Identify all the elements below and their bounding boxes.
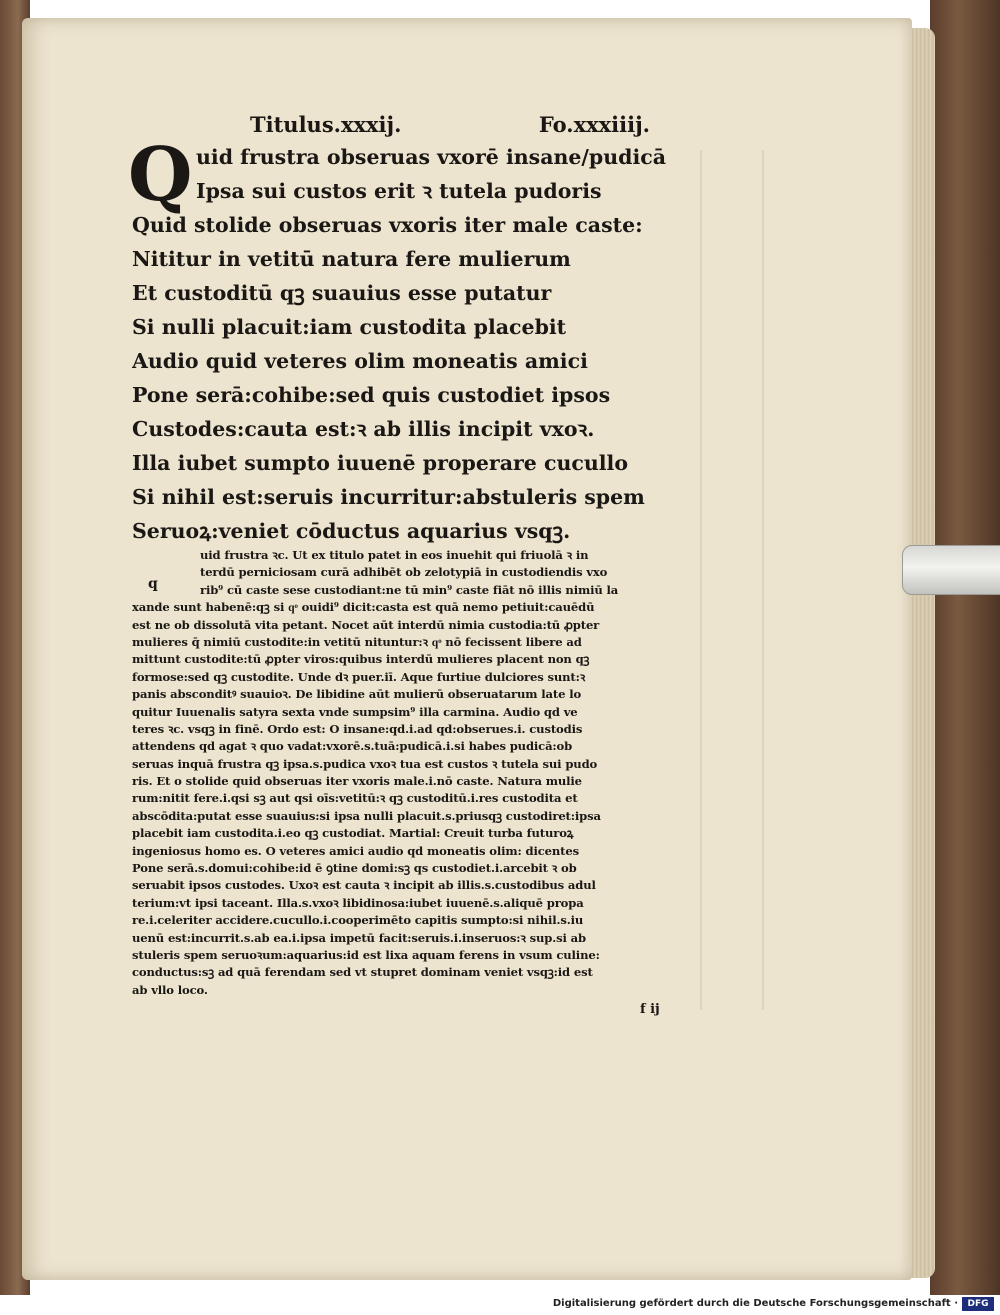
show-through-ornament bbox=[700, 150, 764, 1010]
commentary-line: mittunt custodite:tū ꝓpter viros:quibus interdū mulieres placent non qꝫ bbox=[132, 652, 590, 667]
commentary-line: rib⁹ cū caste sese custodiant:ne tū min⁹ caste fiāt nō illis nimiū la bbox=[200, 582, 619, 597]
verse-line: Si nulli placuit:iam custodita placebit bbox=[132, 315, 567, 339]
verse-line: Custodes:cauta est:ꝛ ab illis incipit vxoꝛ. bbox=[132, 417, 595, 441]
commentary-text bbox=[132, 547, 707, 999]
commentary-line: quitur Iuuenalis satyra sexta vnde sumpsim⁹ illa carmina. Audio qd ve bbox=[132, 704, 578, 719]
commentary-line: uid frustra ꝛc. Ut ex titulo patet in eos inuehit qui friuolā ꝛ in bbox=[200, 548, 589, 562]
book-cover-right bbox=[930, 0, 1000, 1295]
commentary-line: stuleris spem seruoꝛum:aquarius:id est lixa aquam ferens in vsum culine: bbox=[132, 947, 600, 962]
commentary-line: seruas inquā frustra qꝫ ipsa.s.pudica vxoꝛ tua est custos ꝛ tutela sui pudo bbox=[132, 756, 598, 771]
dfg-logo: DFG bbox=[962, 1297, 994, 1311]
commentary-line: est ne ob dissolutā vita petant. Nocet aūt interdū nimia custodia:tū ꝓpter bbox=[132, 617, 600, 632]
verse-text bbox=[132, 140, 672, 548]
page-clip bbox=[902, 545, 1000, 595]
signature-mark: f ij bbox=[640, 1002, 660, 1017]
commentary-initial: q bbox=[148, 576, 158, 592]
verse-line: Et custoditū qꝫ suauius esse putatur bbox=[132, 281, 552, 305]
commentary-line: formose:sed qꝫ custodite. Unde dꝛ puer.iī. Aque furtiue dulciores sunt:ꝛ bbox=[132, 669, 586, 684]
commentary-line: mulieres q̄ nimiū custodite:in vetitū nituntur:ꝛ qͦ nō fecissent libere ad bbox=[132, 634, 582, 649]
verse-line: Pone serā:cohibe:sed quis custodiet ipsos bbox=[132, 383, 611, 407]
verse-line: Quid stolide obseruas vxoris iter male caste: bbox=[132, 213, 643, 237]
verse-line: Si nihil est:seruis incurritur:abstuleris spem bbox=[132, 485, 645, 509]
commentary-line: seruabit ipsos custodes. Uxoꝛ est cauta ꝛ incipit ab illis.s.custodibus adul bbox=[132, 878, 596, 893]
verse-line: Seruoꝝ:veniet cōductus aquarius vsqꝫ. bbox=[132, 519, 571, 543]
commentary-line: teres ꝛc. vsqꝫ in finē. Ordo est: O insane:qd.i.ad qd:obserues.i. custodis bbox=[132, 721, 583, 736]
verse-line: uid frustra obseruas vxorē insane/pudicā bbox=[196, 145, 667, 169]
verse-line: Nititur in vetitū natura fere mulierum bbox=[132, 247, 571, 271]
commentary-line: terdū perniciosam curā adhibēt ob zelotypiā in custodiendis vxo bbox=[200, 565, 608, 580]
commentary-line: abscōdita:putat esse suauius:si ipsa nulli placuit.s.priusqꝫ custodiret:ipsa bbox=[132, 808, 601, 823]
folio-number: Fo.xxxiiij. bbox=[538, 112, 650, 137]
commentary-line: terium:vt ipsi taceant. Illa.s.vxoꝛ libidinosa:iubet iuuenē.s.aliquē propa bbox=[132, 895, 584, 910]
verse-line: Ipsa sui custos erit ꝛ tutela pudoris bbox=[196, 179, 602, 203]
commentary-line: panis absconditꝰ suauioꝛ. De libidine aūt mulierū obseruatarum late lo bbox=[132, 687, 582, 702]
commentary-line: xande sunt habenē:qꝫ si qͦ ouidi⁹ dicit:casta est quā nemo petiuit:cauēdū bbox=[132, 600, 595, 615]
verse-line: Audio quid veteres olim moneatis amici bbox=[132, 349, 588, 373]
commentary-line: ab vllo loco. bbox=[132, 982, 208, 997]
funding-notice: Digitalisierung gefördert durch die Deutsche Forschungsgemeinschaft · bbox=[552, 1298, 958, 1309]
commentary-line: rum:nitit fere.i.qsi sꝫ aut qsi oīs:vetitū:ꝛ qꝫ custoditū.i.res custodita et bbox=[132, 791, 578, 806]
verse-line: Illa iubet sumpto iuuenē properare cucullo bbox=[132, 451, 629, 475]
commentary-line: Pone serā.s.domui:cohibe:id ē ꝯtine domi:sꝫ qs custodiet.i.arcebit ꝛ ob bbox=[132, 861, 577, 876]
title-number: Titulus.xxxij. bbox=[250, 112, 402, 137]
commentary-line: ingeniosus homo es. O veteres amici audio qd moneatis olim: dicentes bbox=[132, 843, 579, 858]
commentary-line: ris. Et o stolide quid obseruas iter vxoris male.i.nō caste. Natura mulie bbox=[132, 774, 582, 789]
commentary-line: re.i.celeriter accidere.cucullo.i.cooperimēto capitis sumpto:si nihil.s.iu bbox=[132, 913, 584, 928]
commentary-line: uenū est:incurrit.s.ab ea.i.ipsa impetū facit:seruis.i.inseruos:ꝛ sup.si ab bbox=[132, 930, 586, 945]
commentary-line: attendens qd agat ꝛ quo vadat:vxorē.s.tuā:pudicā.i.si habes pudicā:ob bbox=[132, 739, 573, 754]
initial-letter: Q bbox=[128, 132, 193, 218]
commentary-line: placebit iam custodita.i.eo qꝫ custodiat. Martial: Creuit turba futuroꝝ bbox=[132, 826, 574, 841]
commentary-line: conductus:sꝫ ad quā ferendam sed vt stupret dominam veniet vsqꝫ:id est bbox=[132, 965, 593, 980]
